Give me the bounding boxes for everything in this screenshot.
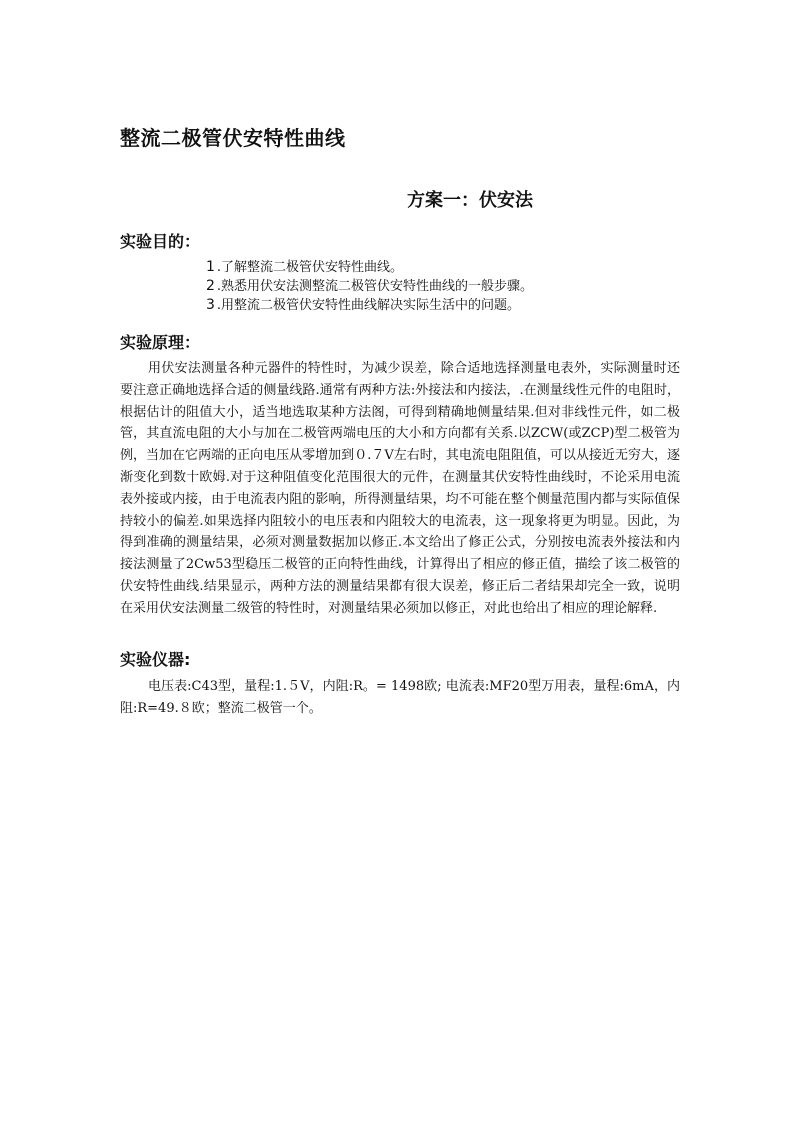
list-item-text: .用整流二极管伏安特性曲线解决实际生活中的问题。 — [216, 298, 521, 313]
list-item-number: 2 — [206, 278, 215, 294]
list-item — [206, 258, 533, 277]
instruments-paragraph: 电压表:C43型，量程:1.５V，内阻:R。= 1498欧; 电流表:MF20型万用表，量程:6mA，内阻:R=49.８欧；整流二极管一个。 — [120, 679, 680, 716]
list-item — [206, 277, 533, 296]
principle-paragraph: 用伏安法测量各种元器件的特性时，为减少误差，除合适地选择测量电表外，实际测量时还要注意正确地选择合适的侧量线路.通常有两种方法:外接法和内接法，.在测量线性元件的电阻时，根据估计的阻值大小，适当地选取某种方法阁，可得到精确地侧量结果.但对非线性元件，如二极管，其直流电阻的大小与加在二极管两端电压的大小和方向都有关系.以ZCW(或ZCP)型二极管为例，当加在它两端的正向电压从零增加到０.７V左右时，其电流电阻阻值，可以从接近无穷大，逐渐变化到数十欧姆.对于这种阻值变化范围很大的元件，在测量其伏安特性曲线时，不论采用电流表外接或内接，由于电流表内阻的影响，所得测量结果，均不可能在整个侧量范围内都与实际值保持较小的偏差.如果选择内阻较小的电压表和内阻较大的电流表，这一现象将更为明显。因此，为得到准确的测量结果，必须对测量数据加以修正.本文给出了修正公式，分别按电流表外接法和内接法测量了2Cw53型稳压二极管的正向特性曲线，计算得出了相应的修正值，描绘了该二极管的伏安特性曲线.结果显示，两种方法的测量结果都有很大误差，修正后二者结果却完全一致，说明在采用伏安法测量二级管的特性时，对测量结果必须加以修正，对此也给出了相应的理论解释. — [120, 361, 680, 616]
principle-heading: 实验原理： — [120, 333, 201, 352]
list-item-text: .熟悉用伏安法测整流二极管伏安特性曲线的一般步骤。 — [216, 279, 534, 294]
list-item-number: 1 — [206, 259, 215, 275]
list-item-number: 3 — [206, 297, 215, 313]
document-title: 整流二极管伏安特性曲线 — [120, 126, 346, 150]
list-item-text: .了解整流二极管伏安特性曲线。 — [216, 260, 404, 275]
scheme-title: 方案一：伏安法 — [407, 190, 533, 211]
instruments-heading: 实验仪器: — [120, 650, 191, 669]
purpose-heading: 实验目的： — [120, 232, 201, 251]
purpose-list — [206, 258, 533, 315]
list-item — [206, 296, 533, 315]
